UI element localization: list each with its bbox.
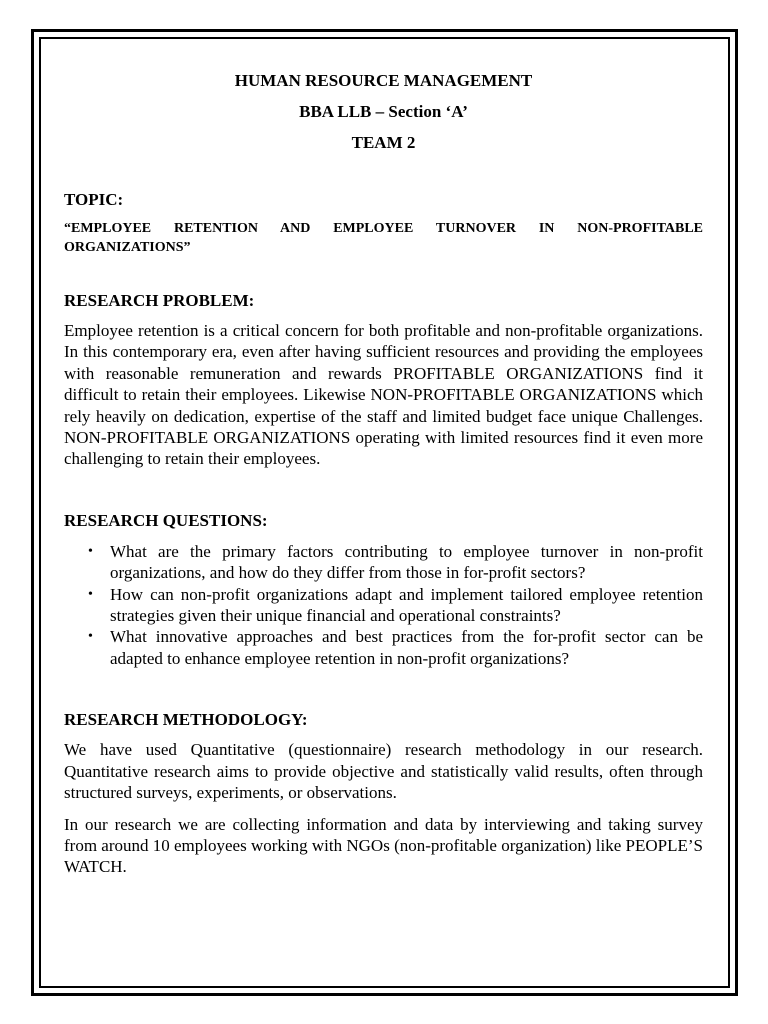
research-question-text: What are the primary factors contributing to employee turnover in non-profit organizations, and how do they differ from those in for-profit sectors? — [110, 541, 703, 583]
research-questions-heading: RESEARCH QUESTIONS: — [64, 510, 268, 530]
topic-text: “EMPLOYEE RETENTION AND EMPLOYEE TURNOVER IN NON-PROFITABLE ORGANIZATIONS” — [64, 221, 703, 255]
topic-heading: TOPIC: — [64, 190, 124, 209]
team-label: TEAM 2 — [351, 133, 416, 152]
list-item — [64, 584, 703, 627]
research-methodology-paragraph-2: In our research we are collecting information and data by interviewing and taking survey from around 10 employees working with NGOs (non-profitable organization) like PEOPLE’S WATCH. — [64, 814, 703, 877]
bullet-icon: • — [88, 543, 93, 559]
list-item — [64, 541, 703, 584]
research-problem-paragraph: Employee retention is a critical concern for both profitable and non-profitable organizations. In this contemporary era, even after having sufficient resources and providing the employees with reasonable remuneration and rewards PROFITABLE ORGANIZATIONS find it difficult to retain their employees. Likewise NON-PROFITABLE ORGANIZATIONS which rely heavily on dedication, expertise of the staff and limited budget face unique Challenges. NON-PROFITABLE ORGANIZATIONS operating with limited resources find it even more challenging to retain their employees. — [64, 321, 703, 469]
course-title: HUMAN RESOURCE MANAGEMENT — [234, 71, 533, 90]
research-questions-list — [64, 541, 703, 669]
research-problem-heading: RESEARCH PROBLEM: — [64, 291, 255, 310]
bullet-icon: • — [88, 586, 93, 602]
research-methodology-paragraph-1: We have used Quantitative (questionnaire) research methodology in our research. Quantitative research aims to provide objective and statistically valid results, often through structured surveys, experiments, or observations. — [64, 740, 703, 803]
document-content — [64, 70, 703, 878]
bullet-icon: • — [88, 629, 93, 645]
list-item — [64, 626, 703, 669]
research-methodology-heading: RESEARCH METHODOLOGY: — [64, 710, 308, 730]
research-question-text: What innovative approaches and best practices from the for-profit sector can be adapted to enhance employee retention in non-profit organizations? — [110, 627, 703, 668]
research-question-text: How can non-profit organizations adapt and implement tailored employee retention strategies given their unique financial and operational constraints? — [110, 584, 703, 626]
class-section: BBA LLB – Section ‘A’ — [299, 102, 468, 121]
